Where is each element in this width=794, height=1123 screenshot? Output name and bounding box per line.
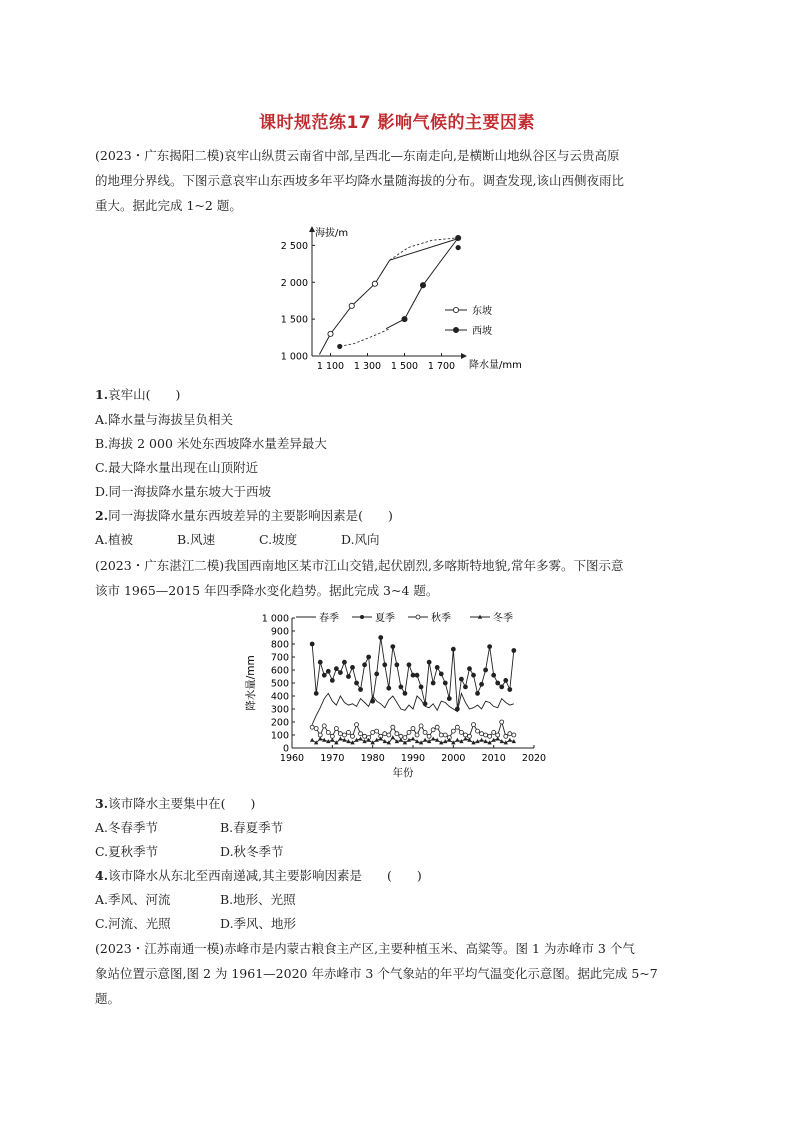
y-tick-label: 1 500 (280, 314, 308, 326)
question-number: 3. (95, 796, 109, 811)
data-point-秋季 (342, 733, 346, 737)
option-1a: A.降水量与海拔呈负相关 (95, 412, 234, 427)
x-axis-arrow (461, 353, 467, 359)
data-point-夏季 (488, 645, 492, 649)
data-point-冬季 (508, 738, 512, 742)
data-point-夏季 (399, 685, 403, 689)
intro-line: (2023・江苏南通一模)赤峰市是内蒙古粮食主产区,主要种植玉米、高粱等。图 1 为赤峰市 3 个气 (95, 941, 635, 956)
data-point-冬季 (391, 735, 395, 739)
data-point-秋季 (318, 733, 322, 737)
question-number: 1. (95, 387, 109, 402)
x-tick-label: 2000 (441, 753, 466, 764)
data-point-秋季 (496, 733, 500, 737)
x-tick-label: 1 500 (390, 361, 419, 372)
legend-marker (453, 327, 458, 332)
data-point-秋季 (451, 729, 455, 733)
data-point-秋季 (512, 733, 516, 737)
data-point-夏季 (459, 677, 463, 681)
data-point-秋季 (338, 732, 342, 736)
options-row-4a (95, 890, 345, 910)
data-point-夏季 (512, 649, 516, 653)
option-2c: C.坡度 (259, 532, 298, 547)
dashed-connector (340, 329, 390, 347)
intro-line: 的地理分界线。下图示意哀牢山东西坡多年平均降水量随海拔的分布。调查发现,该山西侧夜雨比 (95, 173, 624, 188)
data-point-秋季 (359, 732, 363, 736)
question-number: 2. (95, 508, 109, 523)
option-4a: A.季风、河流 (95, 892, 171, 907)
data-point-夏季 (403, 691, 407, 695)
data-point-西坡 (456, 245, 461, 250)
data-point-夏季 (346, 675, 350, 679)
data-point-秋季 (403, 736, 407, 740)
data-point-冬季 (411, 737, 415, 741)
y-tick-label: 900 (270, 626, 289, 638)
x-tick-label: 1980 (360, 753, 385, 764)
y-tick-label: 2 000 (280, 277, 308, 289)
data-point-夏季 (342, 660, 346, 664)
question-stem: 同一海拔降水量东西坡差异的主要影响因素是( ) (108, 508, 393, 523)
data-point-冬季 (330, 738, 334, 742)
data-point-西坡 (420, 283, 425, 288)
data-point-夏季 (322, 673, 326, 677)
intro-paragraph-1 (95, 143, 700, 218)
question-4 (95, 866, 422, 886)
data-point-冬季 (383, 739, 387, 743)
data-point-夏季 (480, 682, 484, 686)
data-point-冬季 (431, 737, 435, 741)
data-point-秋季 (355, 723, 359, 727)
data-point-秋季 (472, 723, 476, 727)
data-point-夏季 (391, 645, 395, 649)
intro-line: 该市 1965—2015 年四季降水变化趋势。据此完成 3~4 题。 (95, 583, 439, 598)
data-point-冬季 (318, 737, 322, 741)
options-row-4b (95, 914, 345, 934)
option-1d: D.同一海拔降水量东坡大于西坡 (95, 484, 272, 499)
y-tick-label: 500 (270, 678, 289, 690)
data-point-夏季 (407, 663, 411, 667)
x-axis-label: 年份 (392, 767, 414, 779)
legend-marker (416, 615, 420, 619)
legend-label: 东坡 (472, 306, 492, 317)
intro-line: (2023・广东揭阳二模)哀牢山纵贯云南省中部,呈西北—东南走向,是横断山地纵谷区与云贵高原 (95, 148, 620, 163)
question-stem: 该市降水从东北至西南递减,其主要影响因素是 ( ) (108, 868, 422, 883)
option-4d: D.季风、地形 (220, 916, 297, 931)
data-point-夏季 (443, 681, 447, 685)
y-axis-label: 海拔/m (315, 228, 349, 239)
data-point-夏季 (334, 667, 338, 671)
data-point-秋季 (443, 733, 447, 737)
y-tick-label: 2 500 (280, 240, 308, 252)
data-point-夏季 (467, 667, 471, 671)
data-point-夏季 (375, 672, 379, 676)
option-1b: B.海拔 2 000 米处东西坡降水量差异最大 (95, 436, 327, 451)
data-point-夏季 (463, 685, 467, 689)
data-point-夏季 (439, 672, 443, 676)
data-point-秋季 (492, 730, 496, 734)
data-point-夏季 (504, 678, 508, 682)
data-point-夏季 (415, 673, 419, 677)
data-point-夏季 (435, 665, 439, 669)
data-point-冬季 (423, 738, 427, 742)
x-tick-label: 1990 (400, 753, 426, 764)
x-tick-label: 1 300 (353, 361, 382, 372)
option-3b: B.春夏季节 (220, 820, 284, 835)
legend-label: 西坡 (472, 326, 492, 337)
data-point-夏季 (419, 685, 423, 689)
series-line-春季 (312, 693, 514, 724)
intro-line: 重大。据此完成 1~2 题。 (95, 198, 242, 213)
data-point-秋季 (351, 734, 355, 738)
data-point-冬季 (500, 739, 504, 743)
data-point-东坡 (372, 281, 377, 286)
x-tick-label: 1 700 (427, 361, 456, 372)
question-1 (95, 385, 180, 405)
y-tick-label: 100 (270, 730, 289, 742)
data-point-秋季 (467, 734, 471, 738)
legend-label: 秋季 (431, 613, 451, 624)
intro-paragraph-2 (95, 553, 700, 603)
legend-marker (360, 615, 364, 619)
data-point-秋季 (415, 733, 419, 737)
data-point-冬季 (463, 737, 467, 741)
data-point-夏季 (427, 660, 431, 664)
options-row-3b (95, 842, 345, 862)
data-point-秋季 (326, 730, 330, 734)
data-point-东坡 (328, 331, 333, 336)
options-row-3a (95, 818, 345, 838)
x-tick-label: 1960 (279, 753, 305, 764)
data-point-冬季 (403, 740, 407, 744)
data-point-夏季 (496, 681, 500, 685)
data-point-秋季 (423, 730, 427, 734)
data-point-夏季 (472, 673, 476, 677)
data-point-夏季 (371, 699, 375, 703)
data-point-夏季 (431, 681, 435, 685)
data-point-夏季 (359, 688, 363, 692)
data-point-夏季 (451, 647, 455, 651)
option-2b: B.风速 (177, 532, 216, 547)
data-point-夏季 (314, 691, 318, 695)
option-3c: C.夏秋季节 (95, 844, 159, 859)
data-point-秋季 (427, 734, 431, 738)
data-point-秋季 (411, 727, 415, 731)
question-stem: 哀牢山( ) (108, 387, 181, 402)
data-point-秋季 (330, 734, 334, 738)
option-3a: A.冬春季节 (95, 820, 159, 835)
data-point-夏季 (318, 660, 322, 664)
intro-paragraph-3 (95, 936, 700, 1011)
data-point-秋季 (463, 733, 467, 737)
data-point-西坡 (337, 344, 342, 349)
data-point-冬季 (310, 738, 314, 742)
data-point-秋季 (334, 727, 338, 731)
data-point-东坡 (349, 303, 354, 308)
series-line-东坡 (319, 238, 460, 355)
intro-line: (2023・广东湛江二模)我国西南地区某市江山交错,起伏剧烈,多喀斯特地貌,常年多雾。下图示意 (95, 558, 624, 573)
options-row-2 (95, 530, 423, 550)
y-tick-label: 1 000 (261, 613, 289, 625)
data-point-夏季 (330, 678, 334, 682)
data-point-夏季 (379, 636, 383, 640)
y-tick-label: 600 (270, 665, 289, 677)
x-tick-label: 2010 (481, 753, 506, 764)
data-point-冬季 (338, 737, 342, 741)
question-number: 4. (95, 868, 109, 883)
data-point-秋季 (395, 732, 399, 736)
x-tick-label: 2020 (521, 753, 547, 764)
data-point-秋季 (480, 732, 484, 736)
data-point-秋季 (383, 732, 387, 736)
data-point-秋季 (363, 734, 367, 738)
data-point-秋季 (508, 732, 512, 736)
data-point-秋季 (387, 733, 391, 737)
data-point-秋季 (484, 733, 488, 737)
data-point-夏季 (500, 685, 504, 689)
option-2a: A.植被 (95, 532, 134, 547)
data-point-冬季 (455, 738, 459, 742)
data-point-夏季 (326, 669, 330, 673)
data-point-秋季 (488, 734, 492, 738)
legend-label: 冬季 (493, 613, 513, 624)
data-point-夏季 (455, 707, 459, 711)
data-point-夏季 (367, 655, 371, 659)
data-point-秋季 (391, 725, 395, 729)
data-point-秋季 (399, 734, 403, 738)
data-point-秋季 (419, 724, 423, 728)
data-point-秋季 (371, 730, 375, 734)
data-point-夏季 (423, 702, 427, 706)
data-point-西坡 (402, 317, 407, 322)
intro-line: 象站位置示意图,图 2 为 1961—2020 年赤峰市 3 个气象站的年平均气温变化示意图。据此完成 5~7 (95, 966, 658, 981)
question-2 (95, 506, 393, 526)
data-point-夏季 (355, 681, 359, 685)
intro-line: 题。 (95, 991, 121, 1006)
data-point-夏季 (363, 663, 367, 667)
data-point-秋季 (431, 728, 435, 732)
y-tick-label: 800 (270, 639, 289, 651)
data-point-西坡 (456, 235, 461, 240)
data-point-秋季 (375, 729, 379, 733)
data-point-冬季 (496, 737, 500, 741)
option-1c: C.最大降水量出现在山顶附近 (95, 460, 259, 475)
seasonal-precipitation-chart (240, 608, 560, 780)
data-point-秋季 (435, 725, 439, 729)
y-tick-label: 300 (270, 704, 289, 716)
legend-marker (453, 307, 458, 312)
data-point-夏季 (484, 668, 488, 672)
elevation-precipitation-chart (270, 222, 530, 377)
x-tick-label: 1 100 (316, 361, 345, 372)
data-point-秋季 (504, 734, 508, 738)
y-tick-label: 1 000 (280, 351, 308, 363)
data-point-夏季 (310, 642, 314, 646)
data-point-秋季 (439, 733, 443, 737)
data-point-秋季 (322, 724, 326, 728)
x-axis-label: 降水量/mm (469, 360, 522, 371)
legend-label: 夏季 (375, 613, 395, 624)
option-2d: D.风向 (341, 532, 380, 547)
page-title: 课时规范练17 影响气候的主要因素 (258, 113, 536, 133)
option-4c: C.河流、光照 (95, 916, 171, 931)
y-tick-label: 700 (270, 652, 289, 664)
data-point-冬季 (479, 738, 483, 742)
question-stem: 该市降水主要集中在( ) (108, 796, 256, 811)
data-point-秋季 (314, 727, 318, 731)
data-point-秋季 (455, 725, 459, 729)
data-point-冬季 (370, 740, 374, 744)
data-point-夏季 (387, 686, 391, 690)
data-point-夏季 (411, 673, 415, 677)
option-4b: B.地形、光照 (220, 892, 296, 907)
data-point-夏季 (351, 665, 355, 669)
data-point-冬季 (415, 739, 419, 743)
data-point-秋季 (310, 725, 314, 729)
data-point-冬季 (358, 737, 362, 741)
data-point-夏季 (395, 663, 399, 667)
x-tick-label: 1970 (320, 753, 345, 764)
data-point-夏季 (383, 663, 387, 667)
y-tick-label: 400 (270, 691, 289, 703)
data-point-秋季 (407, 730, 411, 734)
option-3d: D.秋冬季节 (220, 844, 284, 859)
data-point-夏季 (338, 671, 342, 675)
data-point-夏季 (492, 673, 496, 677)
y-tick-label: 0 (282, 743, 289, 755)
question-3 (95, 794, 255, 814)
data-point-秋季 (346, 730, 350, 734)
data-point-夏季 (447, 697, 451, 701)
data-point-冬季 (451, 740, 455, 744)
y-tick-label: 200 (270, 717, 289, 729)
data-point-秋季 (459, 730, 463, 734)
data-point-夏季 (476, 691, 480, 695)
y-axis-label: 降水量/mm (245, 655, 257, 711)
data-point-夏季 (508, 688, 512, 692)
data-point-冬季 (399, 738, 403, 742)
data-point-秋季 (500, 720, 504, 724)
legend-label: 春季 (319, 613, 339, 624)
data-point-秋季 (476, 729, 480, 733)
